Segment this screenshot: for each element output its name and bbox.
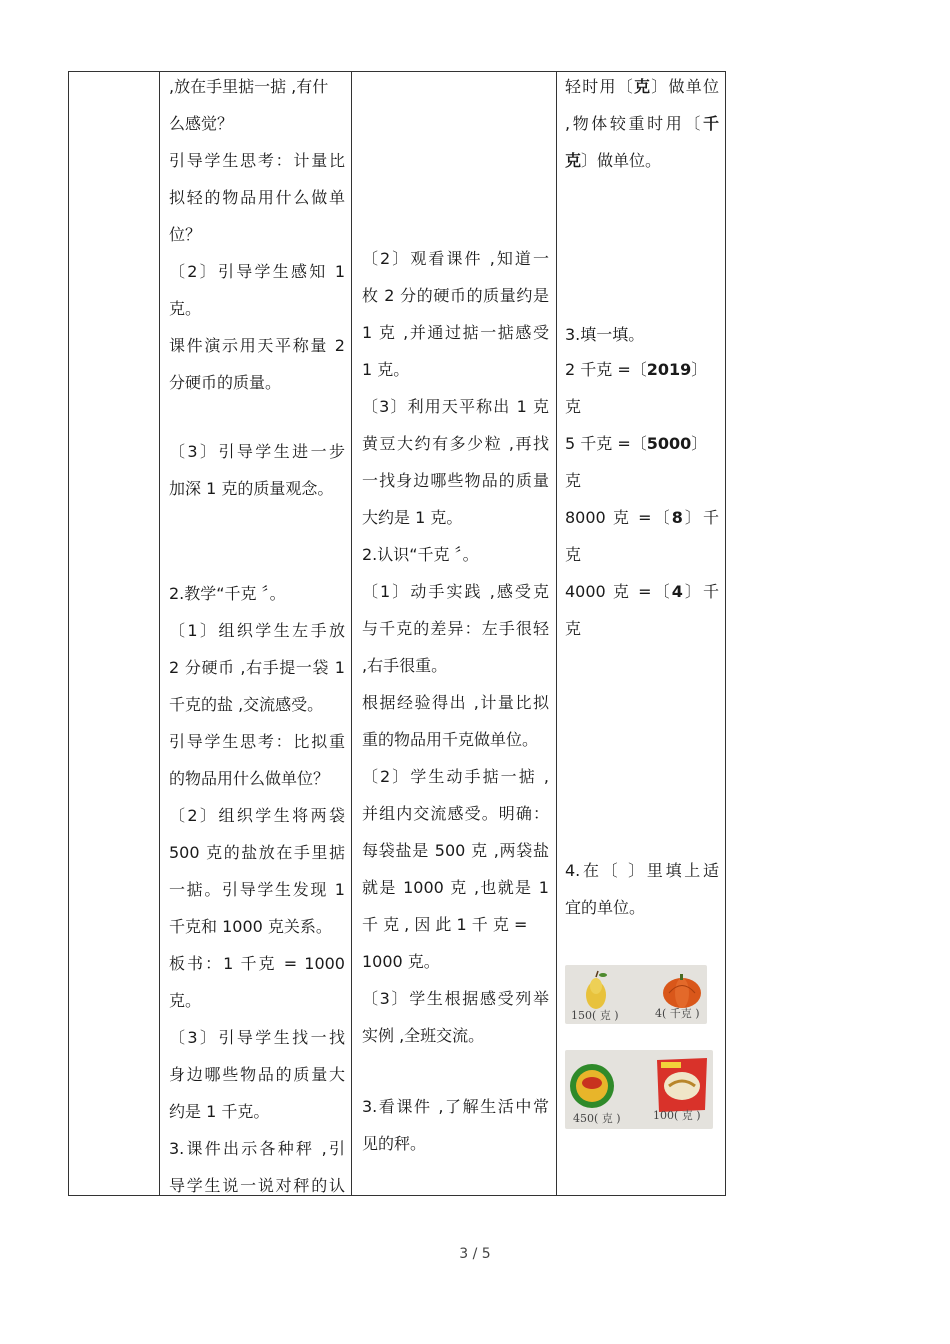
column-divider [351, 72, 352, 1195]
text-line: 克。 [169, 991, 202, 1010]
fill-row-unit: 克 [565, 471, 582, 490]
text-line: 宜的单位。 [565, 898, 646, 917]
text-line: 千克和 1000 克关系。 [169, 917, 332, 936]
text-line: 课件演示用天平称量 2 [169, 336, 345, 355]
bag-label: 100( 克 ) [653, 1109, 701, 1122]
fill-row: 5 千克 =〔5000〕 [565, 434, 708, 453]
text-line: 〔2〕观看课件 ,知道一 [362, 249, 549, 268]
fill-row: 4000 克 =〔4〕千 [565, 582, 719, 601]
text-line: 〔2〕引导学生感知 1 [169, 262, 345, 281]
exercise-title: 4.在〔 〕里填上适 [565, 861, 719, 880]
text-line: ,放在手里掂一掂 ,有什 [169, 77, 329, 96]
food-package-picture [565, 1050, 713, 1129]
pear-pumpkin-picture [565, 965, 707, 1024]
text-line: 〔2〕组织学生将两袋 [169, 806, 345, 825]
text-line: 〔2〕学生动手掂一掂 , [362, 767, 549, 786]
text-line: 2 分硬币 ,右手提一袋 1 [169, 658, 345, 677]
text-line: 实例 ,全班交流。 [362, 1026, 485, 1045]
text-line: 千克的盐 ,交流感受。 [169, 695, 324, 714]
fill-row: 8000 克 =〔8〕千 [565, 508, 719, 527]
column-divider [556, 72, 557, 1195]
text-line: 〔1〕动手实践 ,感受克 [362, 582, 549, 601]
text-line: 3.看课件 ,了解生活中常 [362, 1097, 549, 1116]
text-line: 千 克 , 因 此 1 千 克 = [362, 915, 528, 934]
text-line: 一找身边哪些物品的质量 [362, 471, 549, 490]
text-line: 就是 1000 克 ,也就是 1 [362, 878, 549, 897]
text-line: 黄豆大约有多少粒 ,再找 [362, 434, 549, 453]
text-line: 引导学生思考：计量比 [169, 151, 345, 170]
exercise-title: 3.填一填。 [565, 325, 645, 344]
text-line: 1000 克。 [362, 952, 440, 971]
text-line: 约是 1 千克。 [169, 1102, 270, 1121]
text-line: 拟轻的物品用什么做单 [169, 188, 345, 207]
pear-label: 150( 克 ) [571, 1009, 619, 1022]
text-line: 1 克。 [362, 360, 410, 379]
column-student-activities [362, 72, 549, 1195]
text-line: 〔3〕利用天平称出 1 克 [362, 397, 549, 416]
fill-row: 2 千克 =〔2019〕 [565, 360, 708, 379]
fill-row-unit: 克 [565, 619, 582, 638]
text-line: ,物体较重时用〔千 [565, 114, 719, 133]
text-line: 重的物品用千克做单位。 [362, 730, 539, 749]
text-line: 的物品用什么做单位？ [169, 769, 330, 788]
text-line: 500 克的盐放在手里掂 [169, 843, 345, 862]
fill-row-unit: 克 [565, 545, 582, 564]
column-1-empty [69, 72, 159, 1195]
page-number: 3 / 5 [459, 1246, 491, 1262]
pumpkin-label: 4( 千克 ) [655, 1007, 700, 1020]
text-line: 1 克 ,并通过掂一掂感受 [362, 323, 549, 342]
text-line: 〔3〕引导学生进一步 [169, 442, 345, 461]
text-line: 见的秤。 [362, 1134, 427, 1153]
text-line: 引导学生思考：比拟重 [169, 732, 345, 751]
text-line: 轻时用〔克〕做单位 [565, 77, 719, 96]
text-line: 根据经验得出 ,计量比拟 [362, 693, 549, 712]
text-line: 位？ [169, 225, 202, 244]
fill-row-unit: 克 [565, 397, 582, 416]
text-line: 与千克的差异：左手很轻 [362, 619, 549, 638]
text-line: 2.教学“千克 〞。 [169, 584, 286, 603]
column-divider [159, 72, 160, 1195]
text-line: 加深 1 克的质量观念。 [169, 479, 334, 498]
text-line: 枚 2 分的硬币的质量约是 [362, 286, 549, 305]
text-line: 么感觉？ [169, 114, 234, 133]
text-line: 2.认识“千克 〞。 [362, 545, 479, 564]
tin-label: 450( 克 ) [573, 1112, 621, 1125]
text-line: 导学生说一说对秤的认 [169, 1176, 345, 1195]
text-line: 板书：1 千克 = 1000 [169, 954, 345, 973]
column-teacher-activities [169, 72, 345, 1195]
text-line: 克〕做单位。 [565, 151, 662, 170]
text-line: 大约是 1 克。 [362, 508, 463, 527]
text-line: 〔3〕引导学生找一找 [169, 1028, 345, 1047]
text-line: 〔3〕学生根据感受列举 [362, 989, 549, 1008]
column-exercises [565, 72, 719, 1195]
text-line: 每袋盐是 500 克 ,两袋盐 [362, 841, 549, 860]
text-line: 3.课件出示各种秤 ,引 [169, 1139, 345, 1158]
text-line: 〔1〕组织学生左手放 [169, 621, 345, 640]
lesson-table [68, 71, 726, 1196]
text-line: 一掂。引导学生发现 1 [169, 880, 345, 899]
text-line: 并组内交流感受。明确： [362, 804, 549, 823]
text-line: 身边哪些物品的质量大 [169, 1065, 345, 1084]
text-line: ,右手很重。 [362, 656, 448, 675]
text-line: 分硬币的质量。 [169, 373, 282, 392]
text-line: 克。 [169, 299, 202, 318]
